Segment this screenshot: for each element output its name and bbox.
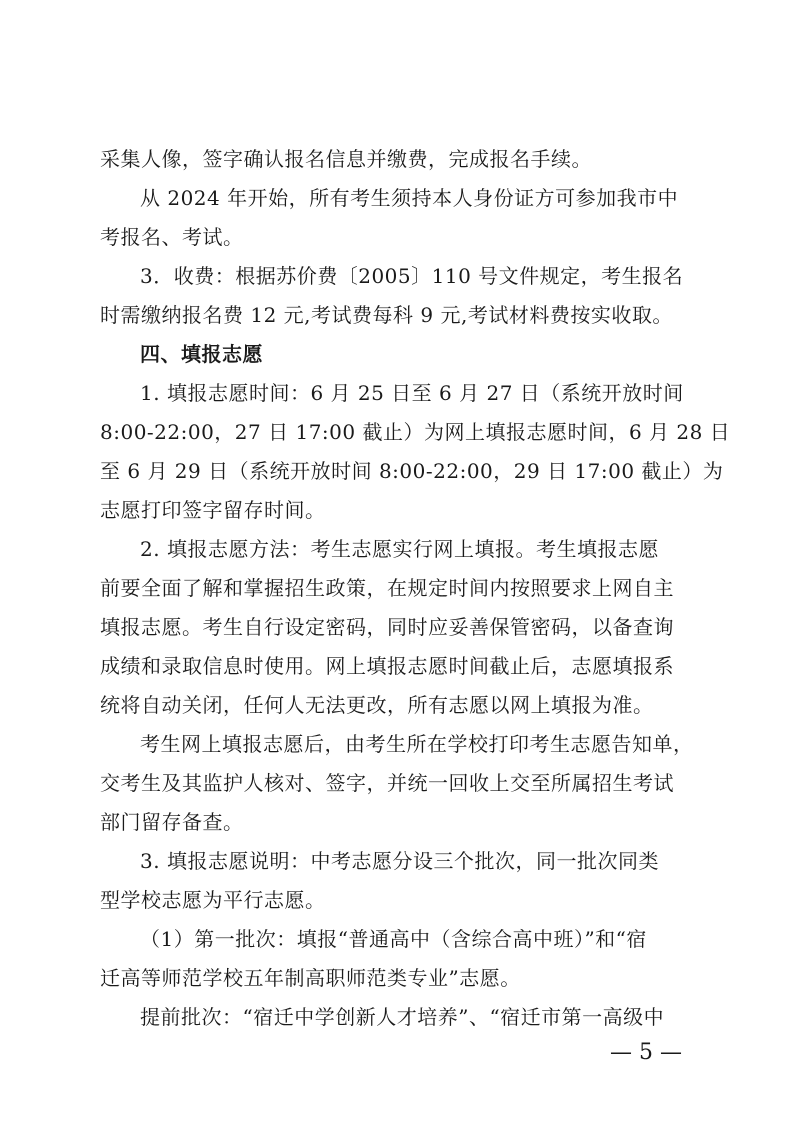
- text-line: 2. 填报志愿方法：考生志愿实行网上填报。考生填报志愿: [140, 537, 659, 561]
- text-line: 填报志愿。考生自行设定密码，同时应妥善保管密码，以备查询: [100, 615, 674, 639]
- text-line: 成绩和录取信息时使用。网上填报志愿时间截止后，志愿填报系: [100, 654, 674, 678]
- text-line: 统将自动关闭，任何人无法更改，所有志愿以网上填报为准。: [100, 693, 654, 717]
- text-line: 迁高等师范学校五年制高职师范类专业”志愿。: [100, 966, 521, 990]
- text-line: 3．收费：根据苏价费〔2005〕110 号文件规定，考生报名: [140, 264, 684, 288]
- text-line: 时需缴纳报名费 12 元,考试费每科 9 元,考试材料费按实收取。: [100, 303, 673, 327]
- text-line: 至 6 月 29 日（系统开放时间 8:00-22:00，29 日 17:00 截止）为: [100, 459, 724, 483]
- section-heading: 四、填报志愿: [140, 342, 263, 366]
- text-line: 部门留存备查。: [100, 810, 244, 834]
- text-line: 考生网上填报志愿后，由考生所在学校打印考生志愿告知单，: [140, 732, 694, 756]
- page-number: — 5 —: [610, 1040, 682, 1065]
- text-line: （1）第一批次：填报“普通高中（含综合高中班）”和“宿: [140, 927, 647, 951]
- text-line: 考报名、考试。: [100, 225, 244, 249]
- text-line: 从 2024 年开始，所有考生须持本人身份证方可参加我市中: [140, 186, 679, 210]
- text-line: 志愿打印签字留存时间。: [100, 498, 326, 522]
- text-line: 交考生及其监护人核对、签字，并统一回收上交至所属招生考试: [100, 771, 674, 795]
- text-line: 型学校志愿为平行志愿。: [100, 888, 326, 912]
- text-line: 3. 填报志愿说明：中考志愿分设三个批次，同一批次同类: [140, 849, 659, 873]
- text-line: 1. 填报志愿时间：6 月 25 日至 6 月 27 日（系统开放时间: [140, 381, 684, 405]
- text-line: 8:00-22:00，27 日 17:00 截止）为网上填报志愿时间，6 月 28 日: [100, 420, 731, 444]
- text-line: 提前批次：“宿迁中学创新人才培养”、“宿迁市第一高级中: [140, 1005, 665, 1029]
- text-line: 采集人像，签字确认报名信息并缴费，完成报名手续。: [100, 147, 592, 171]
- text-line: 前要全面了解和掌握招生政策，在规定时间内按照要求上网自主: [100, 576, 674, 600]
